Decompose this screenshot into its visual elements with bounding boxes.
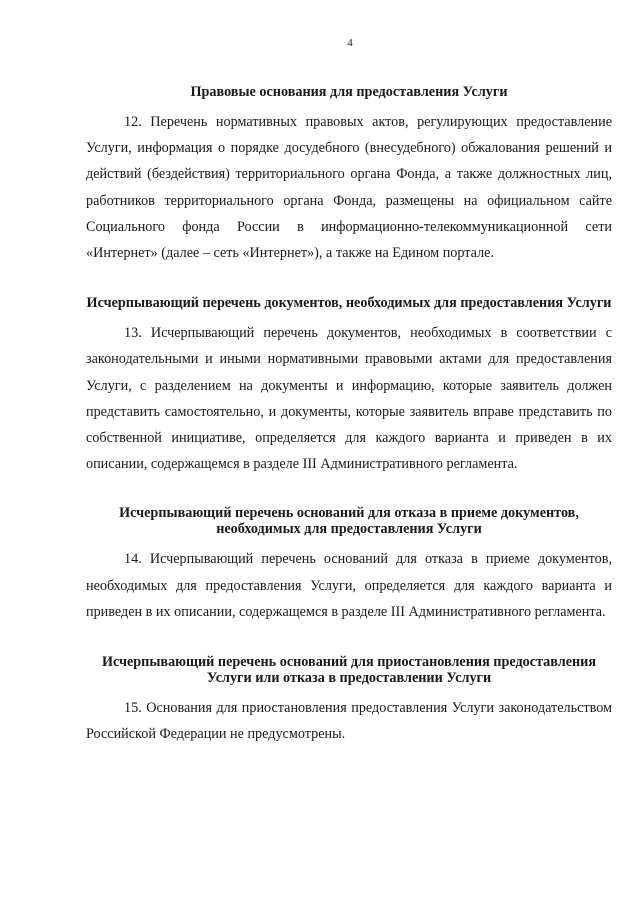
section-legal-grounds: [86, 84, 612, 266]
section-heading: Исчерпывающий перечень документов, необходимых для предоставления Услуги: [86, 295, 612, 312]
section-heading: Исчерпывающий перечень оснований для приостановления предоставления Услуги или отказа в предоставлении Услуги: [101, 654, 597, 687]
document-body: [86, 80, 612, 747]
section-documents-list: [86, 295, 612, 477]
section-paragraph: 14. Исчерпывающий перечень оснований для отказа в приеме документов, необходимых для предоставления Услуги, определяется для каждого варианта и приведен в их описании, содержащемся в разделе III Административного регламента.: [86, 551, 612, 620]
section-heading: Правовые основания для предоставления Услуги: [190, 84, 508, 100]
section-paragraph: 15. Основания для приостановления предоставления Услуги законодательством Российской Федерации не предусмотрены.: [86, 700, 612, 743]
page-number: 4: [347, 37, 353, 49]
section-heading: Исчерпывающий перечень оснований для отказа в приеме документов, необходимых для предоставления Услуги: [119, 505, 579, 538]
section-suspension-grounds: [86, 654, 612, 747]
section-refusal-grounds: [86, 505, 612, 625]
section-paragraph: 12. Перечень нормативных правовых актов, регулирующих предоставление Услуги, информация о порядке досудебного (внесудебного) обжалования решений и действий (бездействия) территориального органа Фонда, а также должностных лиц, работников территориального органа Фонда, размещены на официальном сайте Социального фонда России в информационно-телекоммуникационной сети «Интернет» (далее – сеть «Интернет»), а также на Едином портале.: [86, 114, 612, 262]
section-paragraph: 13. Исчерпывающий перечень документов, необходимых в соответствии с законодательными и иными нормативными правовыми актами для предоставления Услуги, с разделением на документы и информацию, которые заявитель должен представить самостоятельно, и документы, которые заявитель вправе представить по собственной инициативе, определяется для каждого варианта и приведен в их описании, содержащемся в разделе III Административного регламента.: [86, 325, 612, 473]
